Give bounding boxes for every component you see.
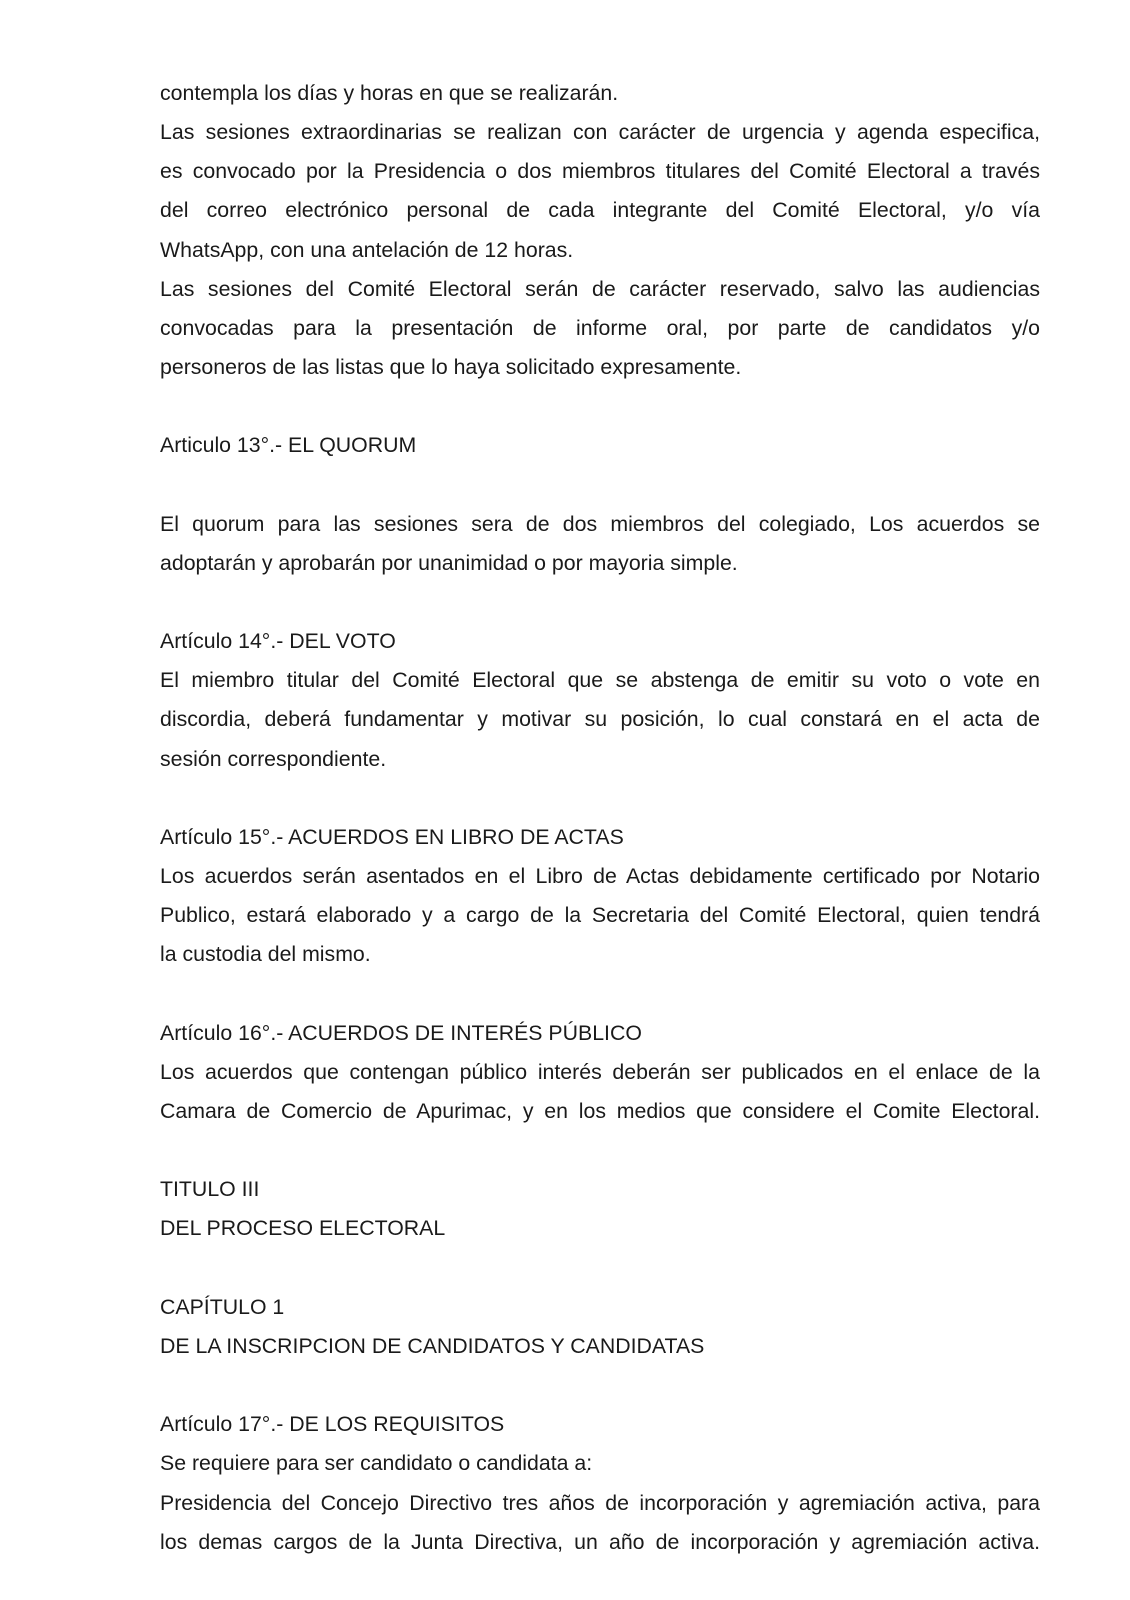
text-line: es convocado por la Presidencia o dos miembros titulares del Comité Electoral a través [160, 159, 1040, 184]
text-line: Los acuerdos serán asentados en el Libro de Actas debidamente certificado por Notario [160, 864, 1040, 889]
text-line: los demas cargos de la Junta Directiva, un año de incorporación y agremiación activa. [160, 1529, 1040, 1554]
text-line: WhatsApp, con una antelación de 12 horas. [160, 237, 574, 262]
text-line: la custodia del mismo. [160, 942, 371, 967]
text-line: Las sesiones del Comité Electoral serán de carácter reservado, salvo las audiencias [160, 276, 1040, 301]
text-line: El miembro titular del Comité Electoral que se abstenga de emitir su voto o vote en [160, 668, 1040, 693]
text-line: DEL PROCESO ELECTORAL [160, 1216, 446, 1241]
text-line: Articulo 13°.- EL QUORUM [160, 433, 417, 458]
text-line: Artículo 17°.- DE LOS REQUISITOS [160, 1412, 505, 1437]
text-line: Camara de Comercio de Apurimac, y en los medios que considere el Comite Electoral. [160, 1098, 1040, 1123]
document-page [160, 74, 1040, 1562]
text-line: Artículo 15°.- ACUERDOS EN LIBRO DE ACTAS [160, 824, 624, 849]
text-line: contempla los días y horas en que se realizarán. [160, 81, 619, 105]
blank-line [160, 1131, 1040, 1170]
text-line: Artículo 16°.- ACUERDOS DE INTERÉS PÚBLICO [160, 1020, 642, 1045]
text-line: personeros de las listas que lo haya solicitado expresamente. [160, 355, 742, 380]
text-line: Presidencia del Concejo Directivo tres años de incorporación y agremiación activa, para [160, 1490, 1040, 1515]
text-line: sesión correspondiente. [160, 746, 387, 771]
blank-line [160, 387, 1040, 426]
blank-line [160, 466, 1040, 505]
blank-line [160, 1366, 1040, 1405]
blank-line [160, 975, 1040, 1014]
text-line: TITULO III [160, 1177, 260, 1202]
text-line: Artículo 14°.- DEL VOTO [160, 629, 396, 654]
text-line: El quorum para las sesiones sera de dos miembros del colegiado, Los acuerdos se [160, 511, 1040, 536]
text-line: del correo electrónico personal de cada integrante del Comité Electoral, y/o vía [160, 198, 1040, 223]
text-line: convocadas para la presentación de informe oral, por parte de candidatos y/o [160, 315, 1040, 340]
text-line: DE LA INSCRIPCION DE CANDIDATOS Y CANDIDATAS [160, 1333, 705, 1358]
text-line: discordia, deberá fundamentar y motivar su posición, lo cual constará en el acta de [160, 707, 1040, 732]
blank-line [160, 779, 1040, 818]
text-line: Publico, estará elaborado y a cargo de la Secretaria del Comité Electoral, quien tendrá [160, 903, 1040, 928]
text-line: Los acuerdos que contengan público interés deberán ser publicados en el enlace de la [160, 1059, 1040, 1084]
text-line: CAPÍTULO 1 [160, 1294, 285, 1319]
text-line: Se requiere para ser candidato o candidata a: [160, 1451, 593, 1476]
blank-line [160, 583, 1040, 622]
blank-line [160, 1249, 1040, 1288]
text-line: adoptarán y aprobarán por unanimidad o por mayoria simple. [160, 550, 738, 575]
text-line: Las sesiones extraordinarias se realizan con carácter de urgencia y agenda especifica, [160, 120, 1040, 145]
